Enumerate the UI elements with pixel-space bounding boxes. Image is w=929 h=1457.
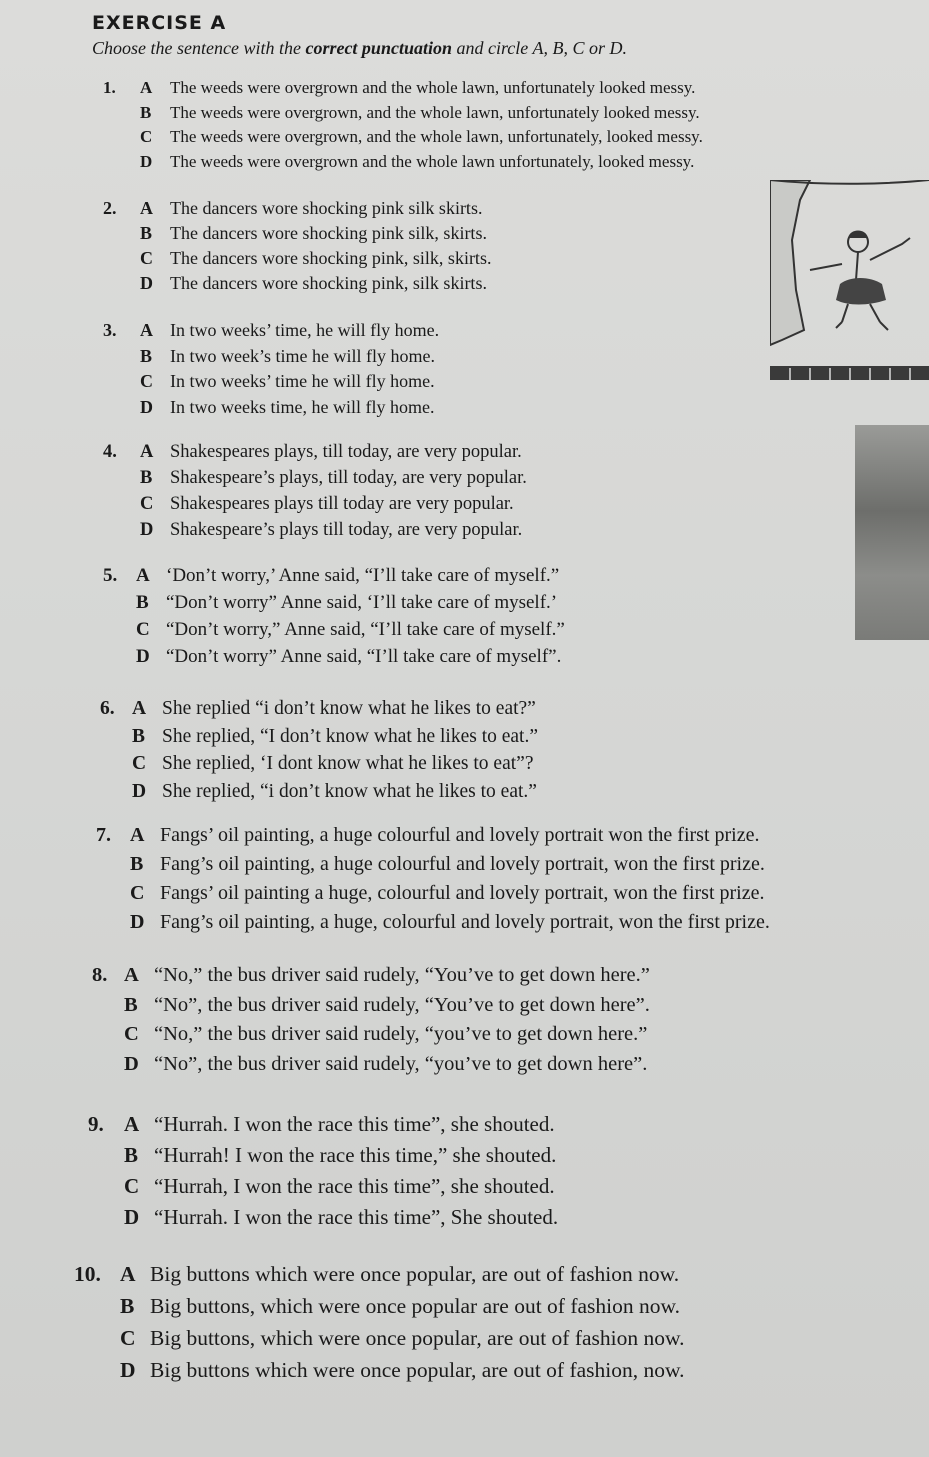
answer-option-c[interactable] [124, 1023, 647, 1046]
option-letter: C [120, 1326, 136, 1350]
option-letter: D [140, 151, 153, 171]
answer-option-c[interactable] [124, 1174, 555, 1199]
exercise-title: EXERCISE A [92, 12, 227, 34]
option-letter: B [140, 223, 153, 243]
answer-option-c[interactable] [136, 619, 565, 641]
answer-option-d[interactable] [124, 1053, 647, 1076]
option-letter: A [136, 565, 150, 586]
answer-option-d[interactable] [132, 781, 537, 803]
answer-option-b[interactable] [140, 223, 487, 244]
question-number: 6. [100, 698, 115, 719]
question-number: 4. [103, 442, 117, 462]
option-letter: C [124, 1174, 140, 1198]
answer-option-a[interactable] [140, 78, 695, 98]
option-text: She replied, “I don’t know what he likes to eat.” [162, 725, 538, 747]
answer-option-a[interactable] [120, 1262, 679, 1287]
option-text: Big buttons, which were once popular, are out of fashion now. [150, 1326, 685, 1350]
question-number: 3. [103, 320, 117, 340]
option-letter: D [130, 911, 145, 933]
option-letter: C [132, 753, 147, 774]
answer-option-b[interactable] [124, 1143, 556, 1168]
option-text: “Don’t worry” Anne said, “I’ll take care of myself”. [166, 646, 562, 667]
option-text: In two week’s time he will fly home. [170, 345, 435, 366]
option-letter: A [124, 1112, 140, 1136]
option-text: The dancers wore shocking pink silk, skirts. [170, 223, 487, 243]
option-letter: D [136, 646, 150, 667]
option-text: She replied, ‘I dont know what he likes to eat”? [162, 753, 534, 774]
answer-option-a[interactable] [130, 824, 759, 847]
answer-option-a[interactable] [140, 442, 522, 463]
option-text: The dancers wore shocking pink, silk, skirts. [170, 248, 492, 268]
answer-option-a[interactable] [140, 198, 482, 219]
question-number: 7. [96, 824, 111, 846]
option-letter: A [140, 198, 153, 218]
question-number: 10. [74, 1262, 101, 1286]
option-letter: B [136, 592, 149, 613]
option-letter: A [124, 964, 139, 986]
option-text: The weeds were overgrown, and the whole lawn, unfortunately, looked messy. [170, 127, 703, 146]
option-letter: C [124, 1023, 139, 1045]
option-letter: B [140, 468, 153, 488]
answer-option-b[interactable] [124, 994, 650, 1017]
answer-option-a[interactable] [124, 1112, 555, 1137]
answer-option-b[interactable] [136, 592, 557, 614]
option-text: “Hurrah! I won the race this time,” she shouted. [154, 1143, 557, 1167]
option-text: “Hurrah, I won the race this time”, she shouted. [154, 1174, 555, 1198]
question-number: 1. [103, 78, 116, 97]
option-text: Shakespeares plays till today are very popular. [170, 494, 514, 514]
option-letter: B [140, 345, 153, 366]
option-text: In two weeks’ time, he will fly home. [170, 320, 440, 340]
option-text: “Hurrah. I won the race this time”, She shouted. [154, 1205, 559, 1229]
instructions-text: Choose the sentence with the [92, 38, 306, 58]
option-letter: C [140, 494, 154, 514]
option-text: Fang’s oil painting, a huge, colourful and lovely portrait, won the first prize. [160, 911, 770, 933]
instructions-text-end: and circle A, B, C or D. [451, 38, 627, 58]
option-letter: B [120, 1294, 135, 1318]
answer-option-c[interactable] [132, 753, 533, 775]
answer-option-d[interactable] [140, 520, 522, 541]
question-number: 8. [92, 964, 108, 986]
option-text: “No”, the bus driver said rudely, “You’ve to get down here”. [154, 993, 650, 1016]
option-letter: C [140, 248, 153, 268]
option-letter: C [130, 882, 145, 904]
answer-option-a[interactable] [136, 565, 559, 587]
option-letter: B [140, 102, 152, 122]
option-letter: D [132, 780, 147, 802]
answer-option-a[interactable] [140, 320, 439, 341]
answer-option-d[interactable] [124, 1205, 558, 1230]
option-letter: B [124, 1143, 139, 1167]
option-text: “No,” the bus driver said rudely, “you’ve to get down here.” [154, 1023, 648, 1045]
option-text: In two weeks’ time he will fly home. [170, 371, 435, 391]
option-letter: B [124, 993, 138, 1016]
instructions [92, 38, 627, 59]
question-number: 9. [88, 1112, 104, 1136]
option-text: The weeds were overgrown and the whole lawn unfortunately, looked messy. [170, 151, 695, 171]
answer-option-d[interactable] [136, 646, 561, 668]
option-text: She replied “i don’t know what he likes to eat?” [162, 698, 536, 719]
answer-option-b[interactable] [120, 1294, 680, 1319]
question-number: 2. [103, 198, 117, 218]
option-text: The dancers wore shocking pink, silk skirts. [170, 273, 487, 293]
answer-option-d[interactable] [140, 397, 434, 418]
answer-option-c[interactable] [140, 248, 491, 269]
option-text: Big buttons which were once popular, are out of fashion now. [150, 1262, 680, 1286]
answer-option-c[interactable] [140, 371, 435, 392]
option-letter: A [140, 78, 153, 97]
option-text: The weeds were overgrown and the whole lawn, unfortunately looked messy. [170, 78, 696, 97]
option-text: The dancers wore shocking pink silk skirts. [170, 198, 483, 218]
answer-option-b[interactable] [130, 853, 765, 876]
side-photo [855, 425, 929, 640]
option-text: Shakespeare’s plays till today, are very popular. [170, 520, 523, 540]
answer-option-c[interactable] [130, 882, 764, 905]
answer-option-a[interactable] [124, 964, 650, 987]
option-letter: D [140, 396, 153, 417]
option-letter: B [132, 725, 146, 747]
option-letter: D [140, 520, 154, 540]
answer-option-a[interactable] [132, 698, 536, 720]
option-letter: C [140, 371, 153, 391]
answer-option-b[interactable] [140, 103, 700, 123]
answer-option-c[interactable] [140, 127, 703, 147]
option-letter: A [140, 442, 154, 462]
option-letter: A [120, 1262, 136, 1286]
option-text: Shakespeare’s plays, till today, are very popular. [170, 468, 527, 488]
answer-option-d[interactable] [120, 1358, 685, 1383]
option-text: Fang’s oil painting, a huge colourful and lovely portrait, won the first prize. [160, 853, 765, 875]
option-letter: A [132, 698, 147, 719]
answer-option-b[interactable] [132, 726, 538, 748]
option-letter: D [124, 1052, 139, 1075]
option-text: “Don’t worry” Anne said, ‘I’ll take care of myself.’ [166, 592, 558, 613]
option-text: Big buttons, which were once popular are out of fashion now. [150, 1294, 681, 1318]
option-letter: D [124, 1205, 140, 1229]
option-text: In two weeks time, he will fly home. [170, 396, 435, 417]
answer-option-b[interactable] [140, 468, 527, 489]
option-text: She replied, “i don’t know what he likes to eat.” [162, 780, 537, 802]
option-text: Fangs’ oil painting, a huge colourful and lovely portrait won the first prize. [160, 824, 760, 846]
option-text: Fangs’ oil painting a huge, colourful and lovely portrait, won the first prize. [160, 882, 765, 904]
option-text: ‘Don’t worry,’ Anne said, “I’ll take care of myself.” [166, 565, 560, 586]
answer-option-c[interactable] [120, 1326, 685, 1351]
answer-option-c[interactable] [140, 494, 514, 515]
answer-option-d[interactable] [130, 911, 770, 934]
dancer-illustration [770, 180, 929, 385]
option-letter: C [140, 127, 153, 146]
answer-option-d[interactable] [140, 273, 487, 294]
option-text: “No,” the bus driver said rudely, “You’ve to get down here.” [154, 964, 650, 986]
option-letter: C [136, 619, 150, 640]
option-letter: A [140, 320, 153, 340]
option-letter: D [140, 273, 153, 293]
option-text: Shakespeares plays, till today, are very popular. [170, 442, 522, 462]
answer-option-b[interactable] [140, 346, 435, 367]
instructions-emphasis: correct punctuation [305, 38, 452, 58]
option-text: Big buttons which were once popular, are out of fashion, now. [150, 1358, 685, 1382]
option-text: The weeds were overgrown, and the whole lawn, unfortunately looked messy. [170, 102, 700, 122]
option-letter: A [130, 824, 145, 846]
question-number: 5. [103, 565, 118, 586]
option-text: “Don’t worry,” Anne said, “I’ll take care of myself.” [166, 619, 565, 640]
option-text: “No”, the bus driver said rudely, “you’ve to get down here”. [154, 1052, 648, 1075]
option-letter: D [120, 1358, 136, 1382]
answer-option-d[interactable] [140, 152, 694, 172]
option-letter: B [130, 853, 144, 875]
option-text: “Hurrah. I won the race this time”, she shouted. [154, 1112, 555, 1136]
